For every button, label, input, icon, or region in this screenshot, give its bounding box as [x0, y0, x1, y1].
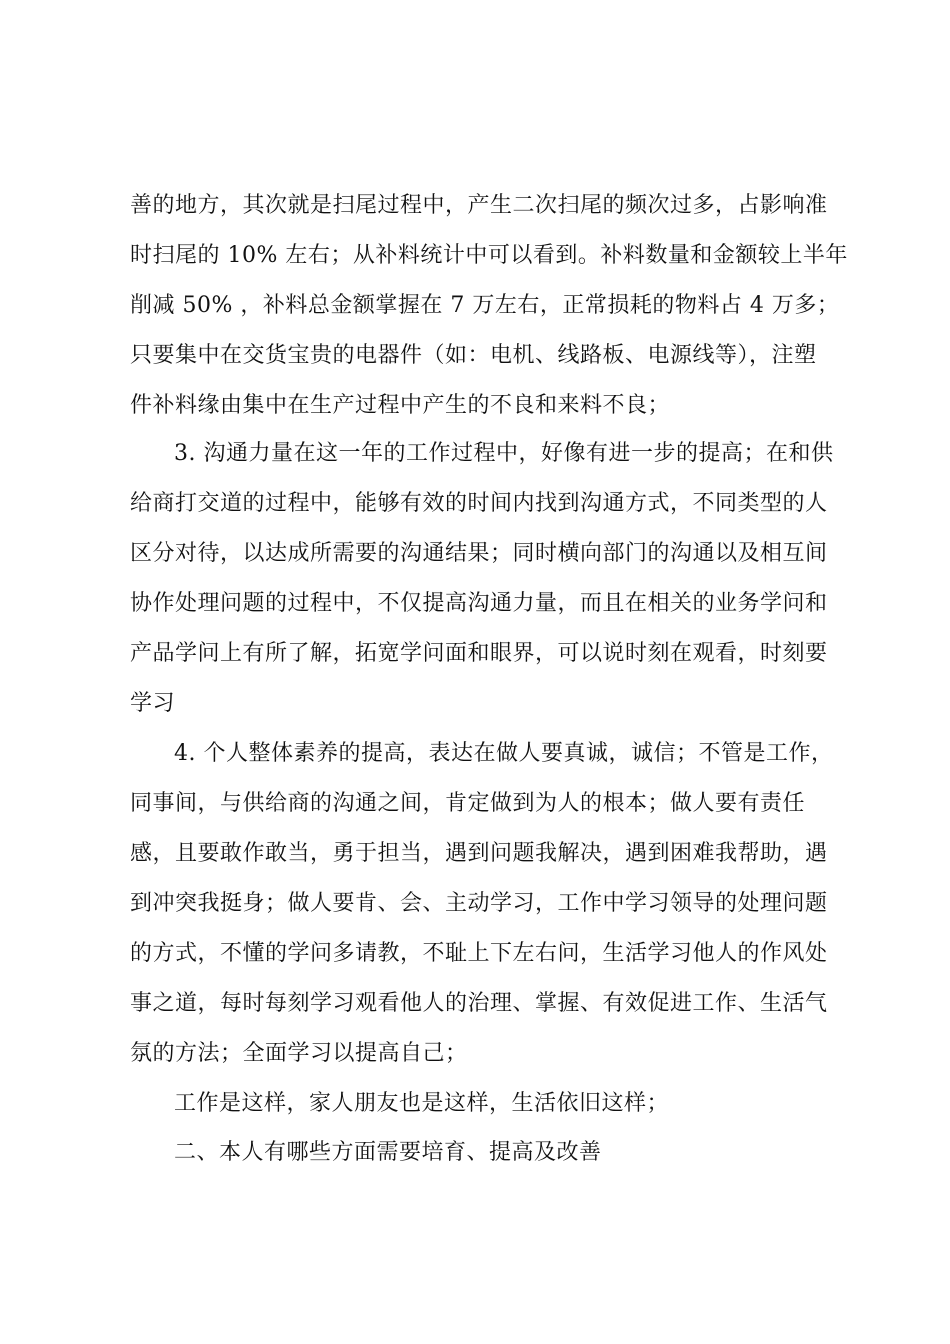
text-line: 4. 个人整体素养的提高，表达在做人要真诚，诚信；不管是工作，: [174, 741, 834, 766]
text-line: 区分对待，以达成所需要的沟通结果；同时横向部门的沟通以及相互间: [130, 541, 828, 566]
text-line: 只要集中在交货宝贵的电器件（如：电机、线路板、电源线等），注塑: [130, 343, 817, 368]
text-line: 给商打交道的过程中，能够有效的时间内找到沟通方式，不同类型的人: [130, 491, 828, 516]
paragraph-summary: [130, 1079, 830, 1129]
text-line: 到冲突我挺身；做人要肯、会、主动学习，工作中学习领导的处理问题: [130, 891, 828, 916]
text-line: 时扫尾的 10% 左右；从补料统计中可以看到。补料数量和金额较上半年: [130, 243, 848, 268]
paragraph-communication: [130, 429, 834, 729]
text-line: 氛的方法；全面学习以提高自己；: [130, 1041, 468, 1066]
text-line: 削减 50% ，补料总金额掌握在 7 万左右，正常损耗的物料占 4 万多；: [130, 293, 840, 318]
text-line: 3. 沟通力量在这一年的工作过程中，好像有进一步的提高；在和供: [174, 441, 834, 466]
text-line: 善的地方，其次就是扫尾过程中，产生二次扫尾的频次过多，占影响准: [130, 193, 828, 218]
text-line: 件补料缘由集中在生产过程中产生的不良和来料不良；: [130, 393, 671, 418]
paragraph-continuation: [130, 181, 848, 431]
heading-text: 二、本人有哪些方面需要培育、提高及改善: [174, 1140, 602, 1165]
section-heading: [130, 1128, 830, 1178]
text-line: 感，且要敢作敢当，勇于担当，遇到问题我解决，遇到困难我帮助，遇: [130, 841, 828, 866]
text-line: 事之道，每时每刻学习观看他人的治理、掌握、有效促进工作、生活气: [130, 991, 828, 1016]
text-line: 工作是这样，家人朋友也是这样，生活依旧这样；: [174, 1091, 670, 1116]
text-line: 的方式，不懂的学问多请教，不耻上下左右问，生活学习他人的作风处: [130, 941, 828, 966]
text-line: 协作处理问题的过程中，不仅提高沟通力量，而且在相关的业务学问和: [130, 591, 828, 616]
text-line: 学习: [130, 691, 176, 716]
text-line: 同事间，与供给商的沟通之间，肯定做到为人的根本；做人要有责任: [130, 791, 806, 816]
text-line: 产品学问上有所了解，拓宽学问面和眼界，可以说时刻在观看，时刻要: [130, 641, 828, 666]
paragraph-personal-quality: [130, 729, 834, 1079]
